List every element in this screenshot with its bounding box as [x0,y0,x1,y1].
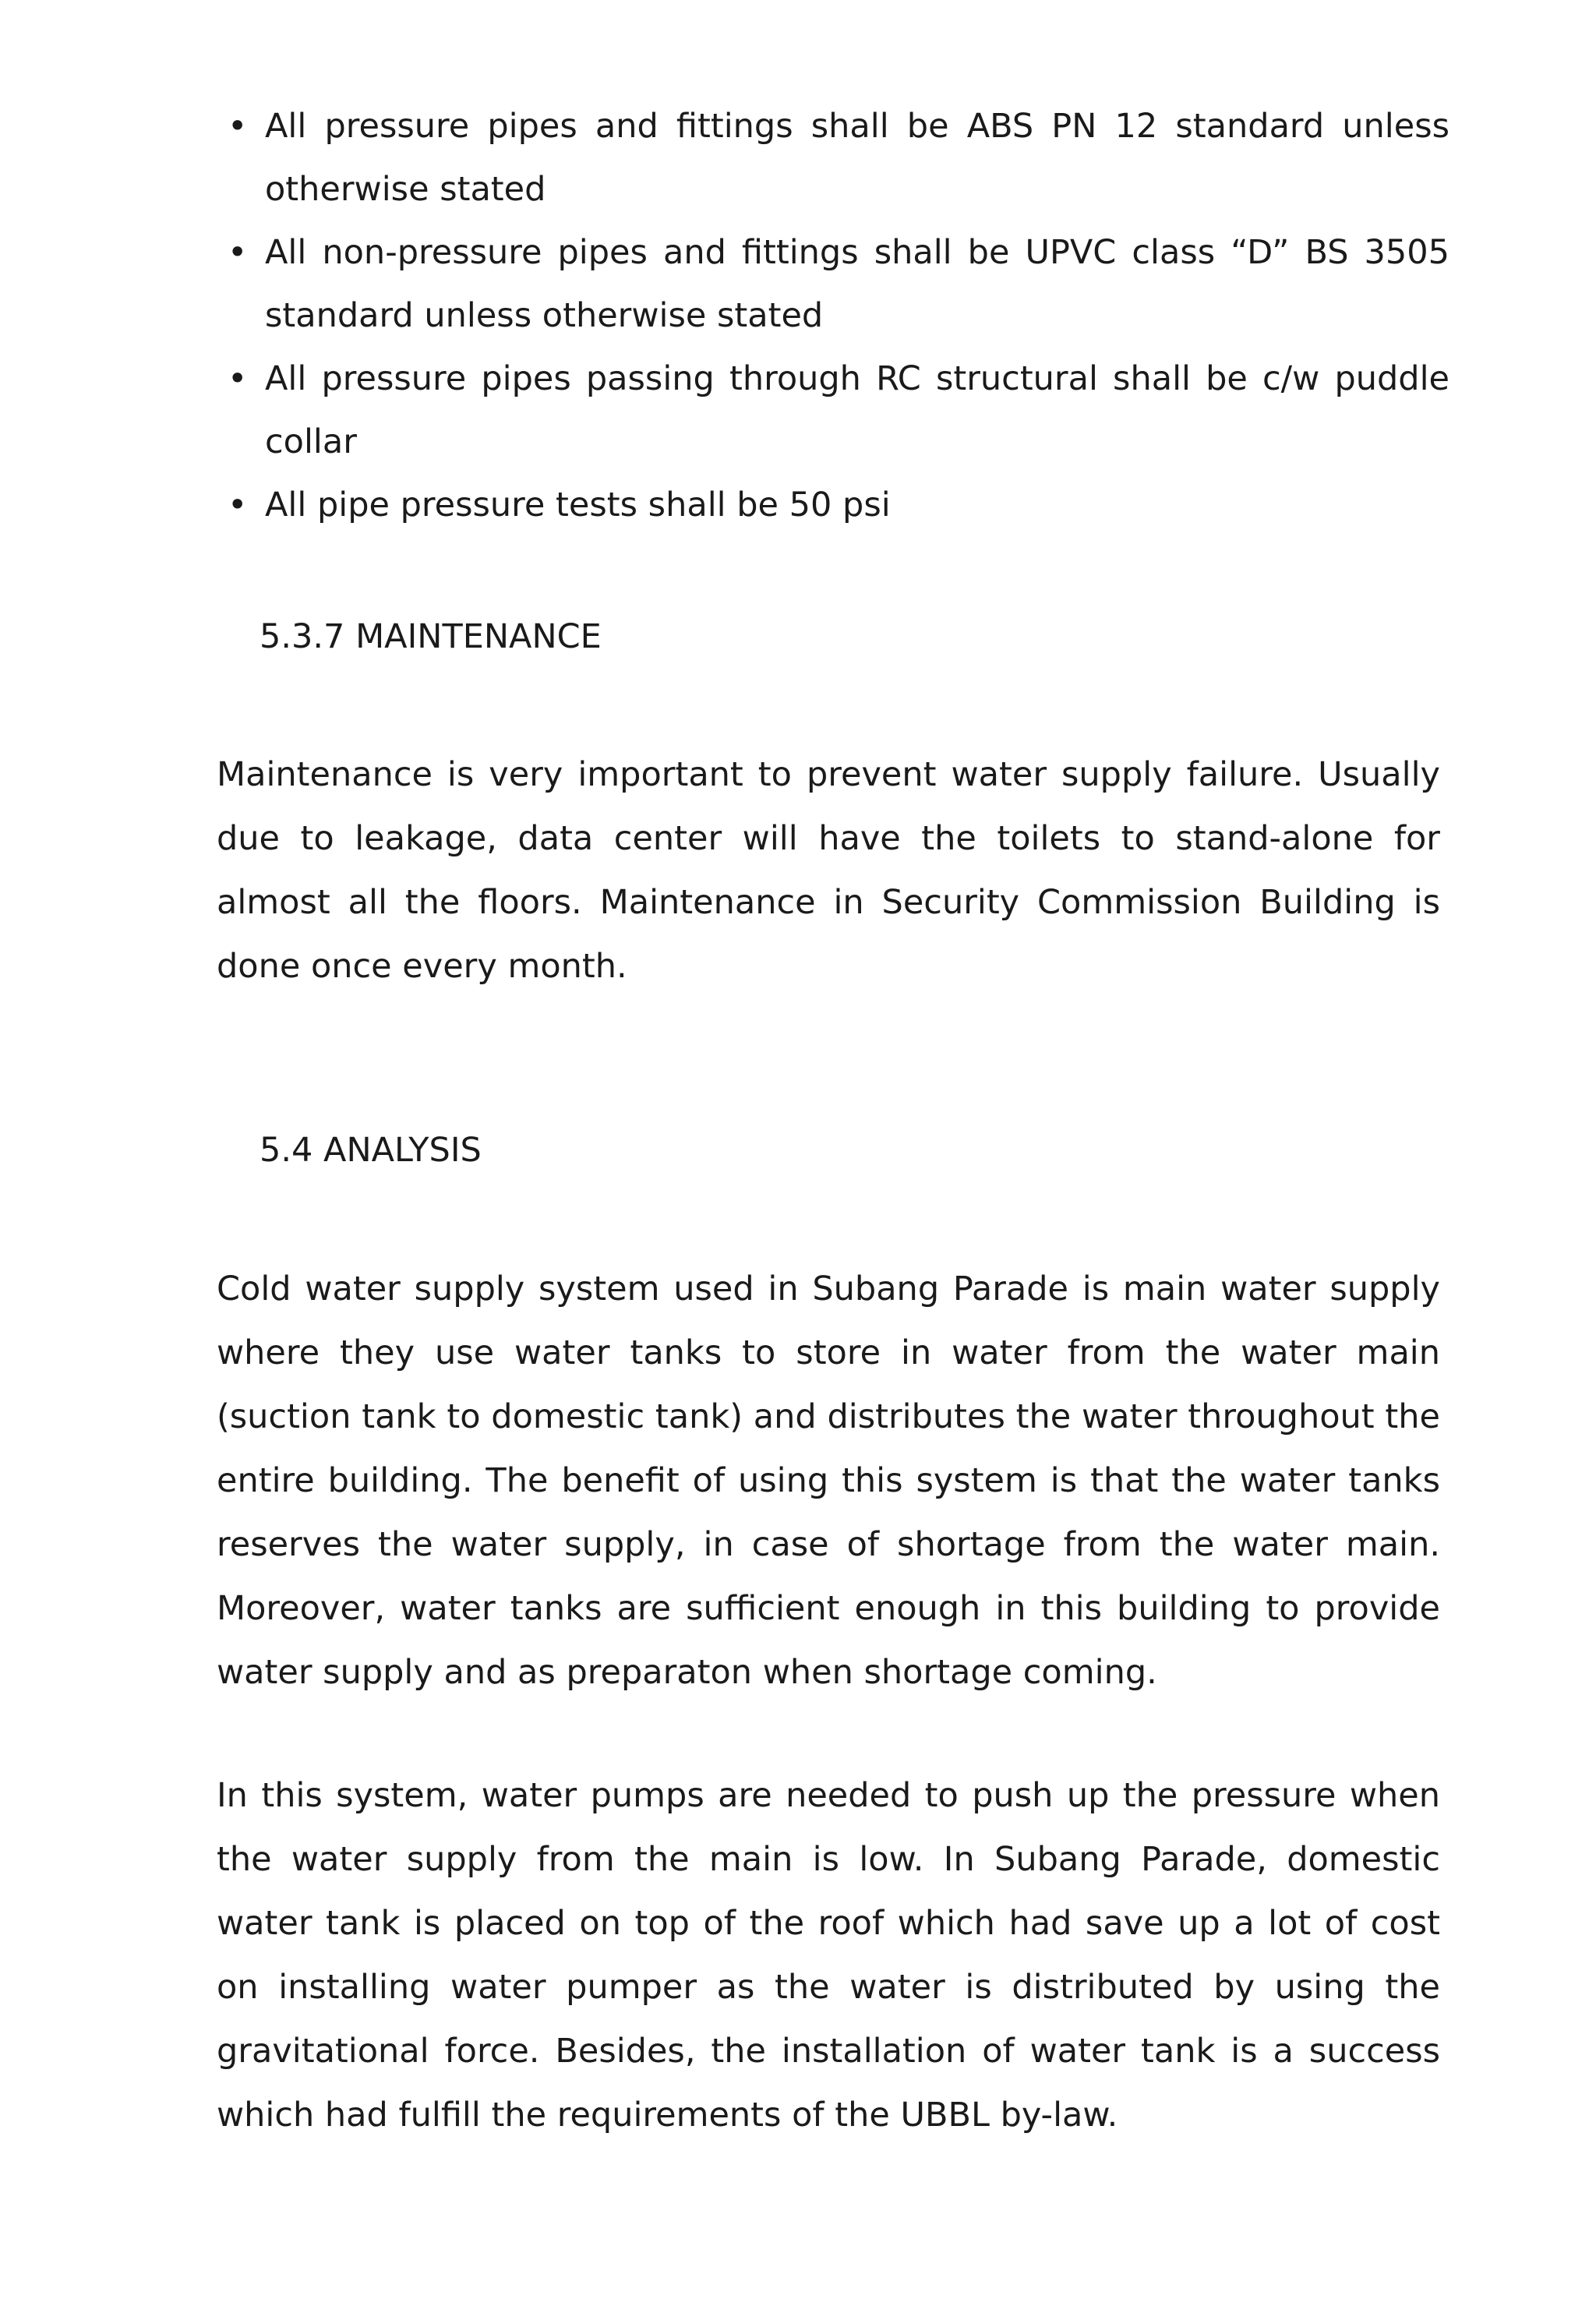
bullet-item: • All pipe pressure tests shall be 50 psi [217,474,1449,537]
maintenance-paragraph: Maintenance is very important to prevent water supply failure. Usually due to leakage, data center will have the toilets to stand-alone for almost all the floors. Maintenance in Security Commission Building is done once every month. [217,755,1440,986]
bullet-item: • All pressure pipes passing through RC structural shall be c/w puddle collar [217,348,1449,474]
section-heading-maintenance: 5.3.7 MAINTENANCE [260,617,602,656]
analysis-paragraph-2: In this system, water pumps are needed to push up the pressure when the water supply from the main is low. In Subang Parade, domestic water tank is placed on top of the roof which had save up a lot of cost on installing water pumper as the water is distributed by using the gravitational force. Besides, the installation of water tank is a success which had fulfill the requirements of the UBBL by-law. [217,1776,1440,2135]
bullet-item: • All non-pressure pipes and fittings shall be UPVC class “D” BS 3505 standard unless otherwise stated [217,221,1449,348]
bullet-item: • All pressure pipes and fittings shall be ABS PN 12 standard unless otherwise stated [217,95,1449,221]
analysis-paragraph-1: Cold water supply system used in Subang Parade is main water supply where they use water tanks to store in water from the water main (suction tank to domestic tank) and distributes the water throughout the entire building. The benefit of using this system is that the water tanks reserves the water supply, in case of shortage from the water main. Moreover, water tanks are sufficient enough in this building to provide water supply and as preparaton when shortage coming. [217,1270,1440,1692]
requirements-bullet-list [217,95,1449,537]
section-heading-analysis: 5.4 ANALYSIS [260,1131,482,1170]
